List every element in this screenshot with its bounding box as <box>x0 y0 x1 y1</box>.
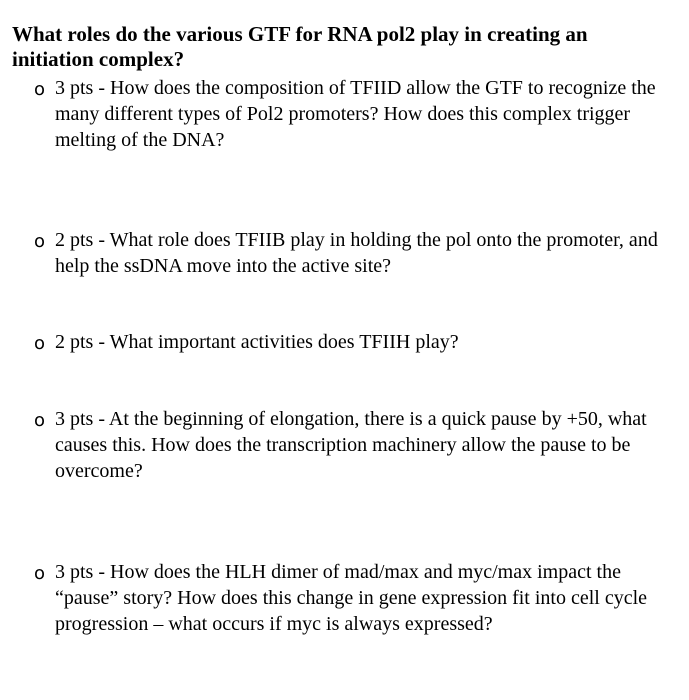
item-text: 3 pts - At the beginning of elongation, there is a quick pause by +50, what causes this. How does the transcription machinery allow the pause to be overcome? <box>55 408 647 482</box>
bullet-marker: o <box>34 410 46 431</box>
bullet-marker: o <box>34 563 46 584</box>
question-heading: What roles do the various GTF for RNA pol2 play in creating an initiation complex? <box>12 22 588 71</box>
list-item-tfiih <box>34 329 674 355</box>
item-text: 3 pts - How does the composition of TFIID allow the GTF to recognize the many different types of Pol2 promoters? How does this complex trigger melting of the DNA? <box>55 77 656 151</box>
list-item-tfiid <box>34 75 674 153</box>
list-item-elongation-pause <box>34 406 674 484</box>
item-text: 2 pts - What important activities does TFIIH play? <box>55 331 459 353</box>
bullet-marker: o <box>34 79 46 100</box>
item-text: 3 pts - How does the HLH dimer of mad/max and myc/max impact the “pause” story? How does this change in gene expression fit into cell cycle progression – what occurs if myc is always expressed? <box>55 561 648 635</box>
item-text: 2 pts - What role does TFIIB play in holding the pol onto the promoter, and help the ssDNA move into the active site? <box>55 229 658 277</box>
list-item-hlh-dimer <box>34 559 674 637</box>
bullet-marker: o <box>34 333 46 354</box>
bullet-marker: o <box>34 231 46 252</box>
list-item-tfiib <box>34 227 674 279</box>
